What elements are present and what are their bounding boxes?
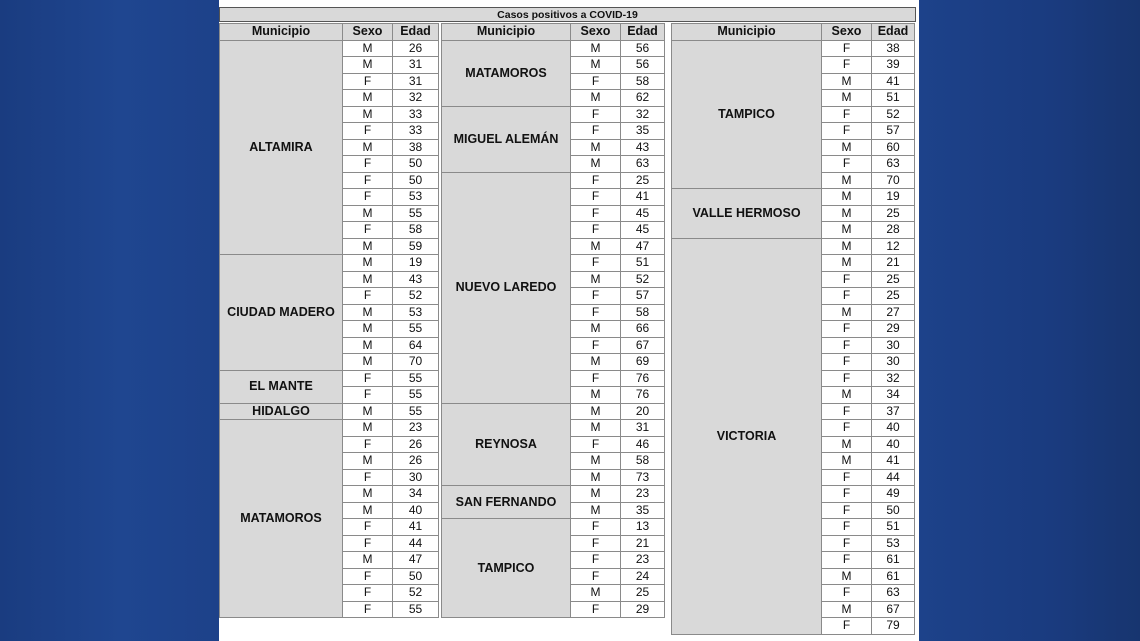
sexo-cell: M: [822, 255, 872, 272]
edad-cell: 33: [393, 106, 439, 123]
edad-cell: 66: [621, 321, 665, 338]
sexo-cell: F: [822, 106, 872, 123]
edad-cell: 63: [621, 156, 665, 173]
document-page: [219, 0, 919, 641]
edad-cell: 21: [621, 535, 665, 552]
edad-cell: 55: [393, 601, 439, 618]
sexo-cell: F: [571, 535, 621, 552]
sexo-cell: M: [343, 403, 393, 420]
sexo-cell: M: [343, 255, 393, 272]
sexo-cell: M: [822, 568, 872, 585]
sexo-cell: M: [343, 486, 393, 503]
sexo-cell: F: [343, 535, 393, 552]
edad-cell: 32: [872, 370, 915, 387]
sexo-cell: F: [343, 172, 393, 189]
edad-cell: 20: [621, 403, 665, 420]
header-edad: Edad: [621, 24, 665, 41]
sexo-cell: M: [571, 271, 621, 288]
sexo-cell: M: [343, 57, 393, 74]
sexo-cell: F: [343, 189, 393, 206]
edad-cell: 26: [393, 453, 439, 470]
municipio-cell: MIGUEL ALEMÁN: [442, 106, 571, 172]
edad-cell: 27: [872, 304, 915, 321]
table-row: [220, 403, 439, 420]
sexo-cell: F: [343, 585, 393, 602]
sexo-cell: F: [571, 370, 621, 387]
table-row: [220, 370, 439, 387]
edad-cell: 69: [621, 354, 665, 371]
sexo-cell: F: [571, 552, 621, 569]
edad-cell: 39: [872, 57, 915, 74]
edad-cell: 44: [393, 535, 439, 552]
sexo-cell: M: [343, 420, 393, 437]
edad-cell: 61: [872, 552, 915, 569]
sexo-cell: F: [822, 469, 872, 486]
sexo-cell: M: [822, 453, 872, 470]
sexo-cell: M: [343, 139, 393, 156]
sexo-cell: F: [571, 106, 621, 123]
edad-cell: 41: [393, 519, 439, 536]
sexo-cell: M: [571, 585, 621, 602]
sexo-cell: M: [343, 453, 393, 470]
sexo-cell: F: [571, 255, 621, 272]
header-sexo: Sexo: [343, 24, 393, 41]
sexo-cell: M: [343, 271, 393, 288]
sexo-cell: F: [343, 370, 393, 387]
municipio-cell: TAMPICO: [442, 519, 571, 618]
table-row: [442, 486, 665, 503]
edad-cell: 34: [872, 387, 915, 404]
sexo-cell: M: [822, 222, 872, 239]
edad-cell: 61: [872, 568, 915, 585]
edad-cell: 49: [872, 486, 915, 503]
edad-cell: 64: [393, 337, 439, 354]
cases-table-3: [671, 23, 915, 635]
sexo-cell: F: [571, 123, 621, 140]
edad-cell: 33: [393, 123, 439, 140]
edad-cell: 57: [872, 123, 915, 140]
edad-cell: 50: [393, 156, 439, 173]
sexo-cell: M: [822, 90, 872, 107]
edad-cell: 79: [872, 618, 915, 635]
edad-cell: 50: [393, 172, 439, 189]
sexo-cell: M: [343, 321, 393, 338]
sexo-cell: M: [822, 139, 872, 156]
sexo-cell: M: [571, 420, 621, 437]
table-row: [672, 238, 915, 255]
sexo-cell: F: [343, 469, 393, 486]
edad-cell: 47: [621, 238, 665, 255]
edad-cell: 43: [393, 271, 439, 288]
sexo-cell: M: [343, 337, 393, 354]
edad-cell: 25: [872, 288, 915, 305]
municipio-cell: MATAMOROS: [442, 40, 571, 106]
sexo-cell: M: [822, 387, 872, 404]
sexo-cell: F: [822, 57, 872, 74]
sexo-cell: M: [822, 205, 872, 222]
sexo-cell: F: [822, 618, 872, 635]
edad-cell: 24: [621, 568, 665, 585]
edad-cell: 30: [872, 337, 915, 354]
sexo-cell: F: [822, 552, 872, 569]
edad-cell: 31: [393, 57, 439, 74]
sexo-cell: M: [343, 354, 393, 371]
sexo-cell: F: [822, 321, 872, 338]
sexo-cell: F: [571, 222, 621, 239]
cases-table-1: [219, 23, 439, 618]
sexo-cell: F: [822, 156, 872, 173]
municipio-cell: SAN FERNANDO: [442, 486, 571, 519]
sexo-cell: M: [343, 205, 393, 222]
header-municipio: Municipio: [220, 24, 343, 41]
sexo-cell: M: [571, 502, 621, 519]
header-row: [672, 24, 915, 41]
sexo-cell: F: [571, 189, 621, 206]
sexo-cell: F: [822, 403, 872, 420]
sexo-cell: M: [822, 304, 872, 321]
edad-cell: 53: [393, 189, 439, 206]
edad-cell: 43: [621, 139, 665, 156]
edad-cell: 26: [393, 40, 439, 57]
edad-cell: 58: [621, 453, 665, 470]
sexo-cell: F: [571, 288, 621, 305]
sexo-cell: M: [822, 189, 872, 206]
municipio-cell: REYNOSA: [442, 403, 571, 486]
edad-cell: 30: [872, 354, 915, 371]
edad-cell: 53: [393, 304, 439, 321]
edad-cell: 29: [621, 601, 665, 618]
sexo-cell: F: [822, 519, 872, 536]
sexo-cell: F: [571, 337, 621, 354]
sexo-cell: F: [822, 420, 872, 437]
edad-cell: 38: [393, 139, 439, 156]
edad-cell: 44: [872, 469, 915, 486]
sexo-cell: M: [822, 172, 872, 189]
municipio-cell: EL MANTE: [220, 370, 343, 403]
sexo-cell: M: [343, 502, 393, 519]
sexo-cell: F: [343, 387, 393, 404]
edad-cell: 55: [393, 321, 439, 338]
edad-cell: 59: [393, 238, 439, 255]
sexo-cell: M: [571, 156, 621, 173]
edad-cell: 31: [621, 420, 665, 437]
edad-cell: 52: [393, 288, 439, 305]
sexo-cell: F: [343, 123, 393, 140]
table-title: Casos positivos a COVID-19: [219, 7, 916, 22]
sexo-cell: M: [571, 238, 621, 255]
header-municipio: Municipio: [672, 24, 822, 41]
edad-cell: 52: [872, 106, 915, 123]
edad-cell: 12: [872, 238, 915, 255]
edad-cell: 37: [872, 403, 915, 420]
table-row: [442, 403, 665, 420]
sexo-cell: M: [343, 40, 393, 57]
table-row: [442, 519, 665, 536]
background-left: [0, 0, 219, 641]
sexo-cell: F: [822, 271, 872, 288]
municipio-cell: VICTORIA: [672, 238, 822, 634]
edad-cell: 25: [872, 271, 915, 288]
edad-cell: 40: [393, 502, 439, 519]
edad-cell: 30: [393, 469, 439, 486]
sexo-cell: M: [571, 387, 621, 404]
sexo-cell: F: [822, 585, 872, 602]
edad-cell: 40: [872, 436, 915, 453]
sexo-cell: M: [571, 321, 621, 338]
sexo-cell: M: [571, 40, 621, 57]
edad-cell: 70: [393, 354, 439, 371]
sexo-cell: F: [822, 370, 872, 387]
cases-table-2: [441, 23, 665, 618]
sexo-cell: F: [822, 535, 872, 552]
sexo-cell: M: [822, 436, 872, 453]
edad-cell: 23: [393, 420, 439, 437]
sexo-cell: F: [571, 436, 621, 453]
sexo-cell: F: [822, 337, 872, 354]
municipio-cell: MATAMOROS: [220, 420, 343, 618]
edad-cell: 41: [872, 73, 915, 90]
sexo-cell: F: [571, 601, 621, 618]
edad-cell: 34: [393, 486, 439, 503]
edad-cell: 45: [621, 205, 665, 222]
edad-cell: 31: [393, 73, 439, 90]
header-row: [442, 24, 665, 41]
edad-cell: 73: [621, 469, 665, 486]
edad-cell: 53: [872, 535, 915, 552]
sexo-cell: F: [571, 568, 621, 585]
edad-cell: 50: [872, 502, 915, 519]
table-row: [442, 106, 665, 123]
edad-cell: 38: [872, 40, 915, 57]
sexo-cell: F: [822, 502, 872, 519]
edad-cell: 32: [621, 106, 665, 123]
sexo-cell: M: [343, 304, 393, 321]
edad-cell: 35: [621, 502, 665, 519]
sexo-cell: F: [343, 288, 393, 305]
edad-cell: 51: [621, 255, 665, 272]
sexo-cell: M: [343, 106, 393, 123]
sexo-cell: F: [343, 519, 393, 536]
municipio-cell: ALTAMIRA: [220, 40, 343, 255]
header-edad: Edad: [393, 24, 439, 41]
sexo-cell: M: [571, 486, 621, 503]
sexo-cell: M: [343, 238, 393, 255]
table-row: [442, 40, 665, 57]
sexo-cell: M: [571, 469, 621, 486]
edad-cell: 58: [393, 222, 439, 239]
sexo-cell: F: [571, 73, 621, 90]
edad-cell: 19: [872, 189, 915, 206]
edad-cell: 45: [621, 222, 665, 239]
sexo-cell: F: [343, 156, 393, 173]
sexo-cell: M: [822, 73, 872, 90]
sexo-cell: F: [343, 601, 393, 618]
edad-cell: 67: [872, 601, 915, 618]
edad-cell: 76: [621, 370, 665, 387]
edad-cell: 67: [621, 337, 665, 354]
sexo-cell: M: [343, 552, 393, 569]
sexo-cell: M: [571, 354, 621, 371]
municipio-cell: VALLE HERMOSO: [672, 189, 822, 239]
sexo-cell: F: [822, 123, 872, 140]
table-row: [672, 189, 915, 206]
header-municipio: Municipio: [442, 24, 571, 41]
sexo-cell: M: [571, 57, 621, 74]
edad-cell: 51: [872, 90, 915, 107]
edad-cell: 26: [393, 436, 439, 453]
background-right: [919, 0, 1140, 641]
edad-cell: 41: [872, 453, 915, 470]
sexo-cell: M: [822, 238, 872, 255]
header-sexo: Sexo: [571, 24, 621, 41]
edad-cell: 58: [621, 304, 665, 321]
sexo-cell: M: [571, 90, 621, 107]
sexo-cell: F: [343, 568, 393, 585]
edad-cell: 63: [872, 585, 915, 602]
sexo-cell: M: [571, 139, 621, 156]
municipio-cell: HIDALGO: [220, 403, 343, 420]
table-row: [442, 172, 665, 189]
sexo-cell: F: [822, 40, 872, 57]
edad-cell: 41: [621, 189, 665, 206]
edad-cell: 25: [872, 205, 915, 222]
edad-cell: 60: [872, 139, 915, 156]
edad-cell: 52: [621, 271, 665, 288]
sexo-cell: F: [571, 172, 621, 189]
edad-cell: 62: [621, 90, 665, 107]
sexo-cell: M: [571, 453, 621, 470]
edad-cell: 56: [621, 40, 665, 57]
sexo-cell: M: [571, 403, 621, 420]
sexo-cell: F: [822, 354, 872, 371]
edad-cell: 32: [393, 90, 439, 107]
header-sexo: Sexo: [822, 24, 872, 41]
header-row: [220, 24, 439, 41]
table-row: [220, 420, 439, 437]
edad-cell: 25: [621, 585, 665, 602]
edad-cell: 23: [621, 552, 665, 569]
edad-cell: 13: [621, 519, 665, 536]
edad-cell: 50: [393, 568, 439, 585]
municipio-cell: CIUDAD MADERO: [220, 255, 343, 371]
edad-cell: 25: [621, 172, 665, 189]
table-row: [220, 40, 439, 57]
edad-cell: 55: [393, 370, 439, 387]
sexo-cell: F: [571, 205, 621, 222]
edad-cell: 29: [872, 321, 915, 338]
municipio-cell: NUEVO LAREDO: [442, 172, 571, 403]
table-row: [220, 255, 439, 272]
edad-cell: 63: [872, 156, 915, 173]
edad-cell: 35: [621, 123, 665, 140]
sexo-cell: F: [343, 436, 393, 453]
edad-cell: 23: [621, 486, 665, 503]
sexo-cell: F: [571, 304, 621, 321]
edad-cell: 76: [621, 387, 665, 404]
header-edad: Edad: [872, 24, 915, 41]
municipio-cell: TAMPICO: [672, 40, 822, 189]
edad-cell: 28: [872, 222, 915, 239]
sexo-cell: F: [822, 288, 872, 305]
edad-cell: 55: [393, 403, 439, 420]
edad-cell: 58: [621, 73, 665, 90]
edad-cell: 46: [621, 436, 665, 453]
table-row: [672, 40, 915, 57]
edad-cell: 56: [621, 57, 665, 74]
edad-cell: 70: [872, 172, 915, 189]
edad-cell: 47: [393, 552, 439, 569]
sexo-cell: F: [343, 73, 393, 90]
edad-cell: 19: [393, 255, 439, 272]
edad-cell: 52: [393, 585, 439, 602]
sexo-cell: F: [343, 222, 393, 239]
sexo-cell: F: [571, 519, 621, 536]
sexo-cell: F: [822, 486, 872, 503]
edad-cell: 21: [872, 255, 915, 272]
sexo-cell: M: [343, 90, 393, 107]
edad-cell: 55: [393, 205, 439, 222]
edad-cell: 40: [872, 420, 915, 437]
edad-cell: 55: [393, 387, 439, 404]
sexo-cell: M: [822, 601, 872, 618]
edad-cell: 57: [621, 288, 665, 305]
edad-cell: 51: [872, 519, 915, 536]
